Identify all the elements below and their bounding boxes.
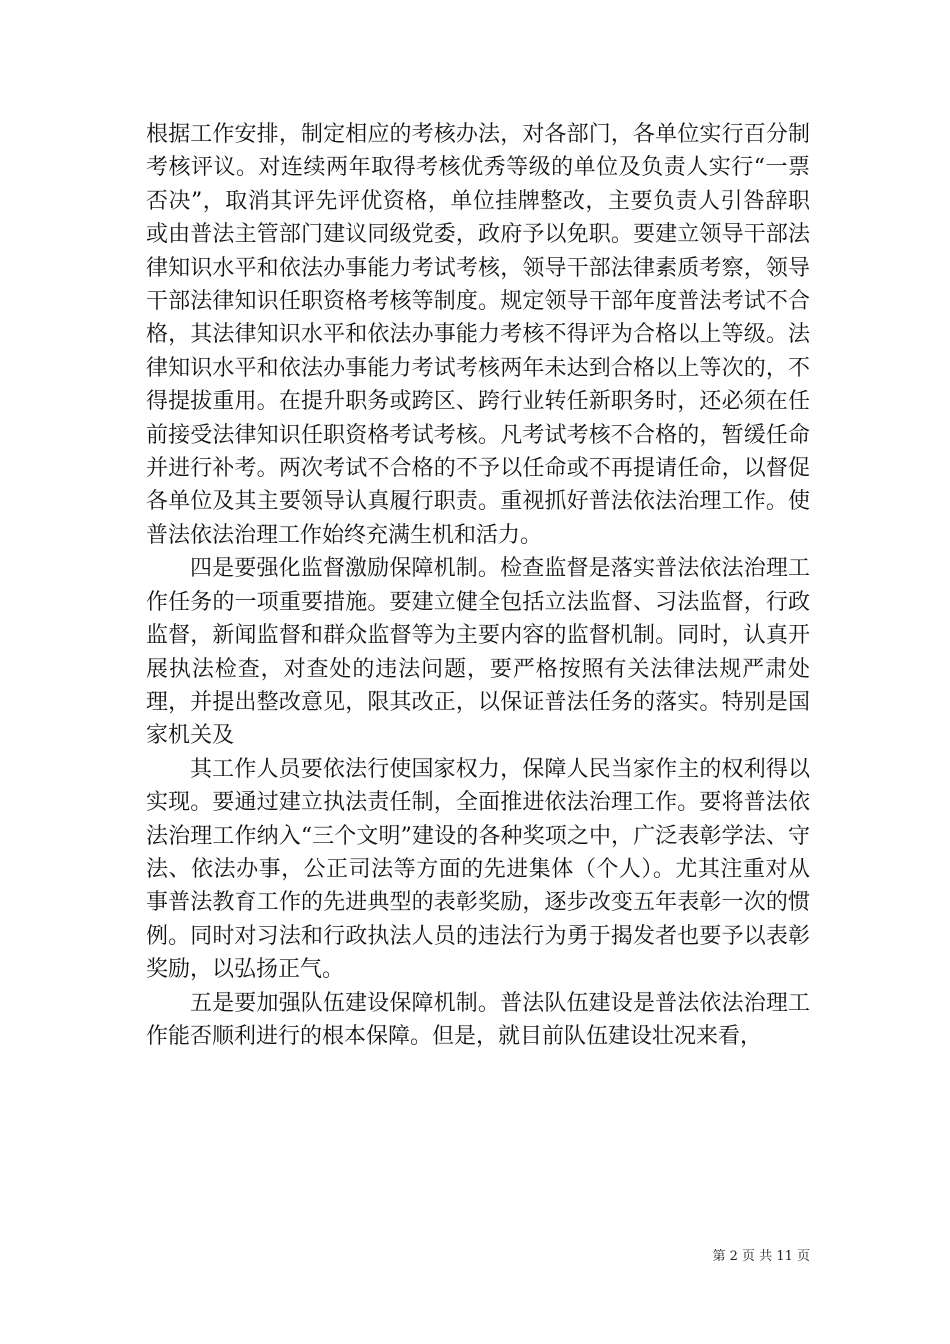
paragraph-2: 四是要强化监督激励保障机制。检查监督是落实普法依法治理工作任务的一项重要措施。要建立健全包括立法监督、习法监督，行政监督，新闻监督和群众监督等为主要内容的监督机制。同时，认真开展执法检查，对查处的违法问题，要严格按照有关法律法规严肃处理，并提出整改意见，限其改正，以保证普法任务的落实。特别是国家机关及 [146, 556, 810, 749]
paragraph-4: 五是要加强队伍建设保障机制。普法队伍建设是普法依法治理工作能否顺利进行的根本保障。但是，就目前队伍建设壮况来看， [146, 990, 810, 1049]
document-body [146, 118, 810, 1053]
page-number-footer: 第 2 页 共 11 页 [712, 1249, 810, 1264]
paragraph-1: 根据工作安排，制定相应的考核办法，对各部门，各单位实行百分制考核评议。对连续两年取得考核优秀等级的单位及负责人实行“一票否决”，取消其评先评优资格，单位挂牌整改，主要负责人引咎辞职或由普法主管部门建议同级党委，政府予以免职。要建立领导干部法律知识水平和依法办事能力考试考核，领导干部法律素质考察，领导干部法律知识任职资格考核等制度。规定领导干部年度普法考试不合格，其法律知识水平和依法办事能力考核不得评为合格以上等级。法律知识水平和依法办事能力考试考核两年未达到合格以上等次的，不得提拔重用。在提升职务或跨区、跨行业转任新职务时，还必须在任前接受法律知识任职资格考试考核。凡考试考核不合格的，暂缓任命并进行补考。两次考试不合格的不予以任命或不再提请任命，以督促各单位及其主要领导认真履行职责。重视抓好普法依法治理工作。使普法依法治理工作始终充满生机和活力。 [146, 122, 810, 548]
paragraph-3: 其工作人员要依法行使国家权力，保障人民当家作主的权利得以实现。要通过建立执法责任制，全面推进依法治理工作。要将普法依法治理工作纳入“三个文明”建设的各种奖项之中，广泛表彰学法、守法、依法办事，公正司法等方面的先进集体（个人）。尤其注重对从事普法教育工作的先进典型的表彰奖励，逐步改变五年表彰一次的惯例。同时对习法和行政执法人员的违法行为勇于揭发者也要予以表彰奖励，以弘扬正气。 [146, 756, 810, 983]
